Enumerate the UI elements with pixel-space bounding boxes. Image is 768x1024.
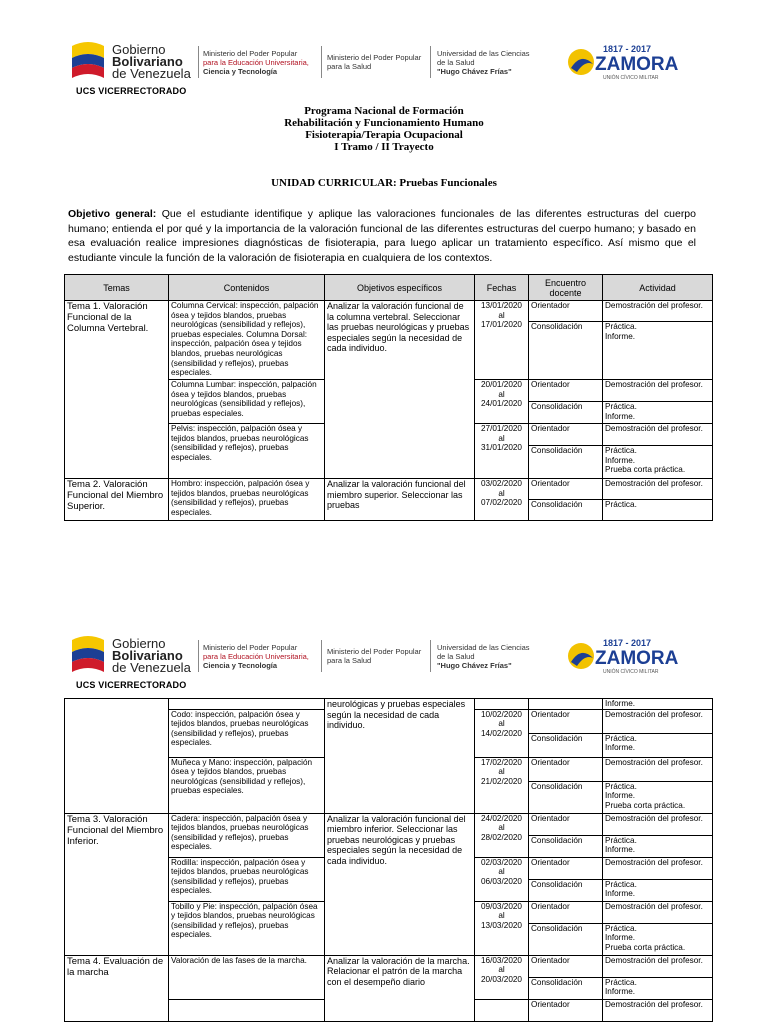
encuentro-cell: Consolidación (529, 879, 603, 901)
table-row (65, 955, 713, 977)
fecha-cell: 24/02/2020 al 28/02/2020 (475, 813, 529, 857)
svg-text:1817 - 2017: 1817 - 2017 (603, 638, 652, 648)
universidad-text: Universidad de las Ciencias de la Salud "Hugo Chávez Frías" (437, 49, 530, 76)
actividad-cell: Práctica. Informe. (603, 402, 713, 424)
gobierno-bolivariano-text: Gobierno Bolivariano de Venezuela (112, 636, 191, 675)
encuentro-cell: Consolidación (529, 500, 603, 521)
encuentro-cell: Orientador (529, 955, 603, 977)
header-temas: Temas (65, 275, 169, 301)
actividad-cell: Práctica. Informe. (603, 879, 713, 901)
encuentro-cell: Consolidación (529, 977, 603, 999)
document-page-2 (0, 600, 768, 1024)
svg-text:UNIÓN CÍVICO MILITAR: UNIÓN CÍVICO MILITAR (603, 669, 659, 675)
encuentro-cell (529, 699, 603, 710)
contenido-cell: Tobillo y Pie: inspección, palpación ósea y tejidos blandos, pruebas neurológicas (sensibilidad y reflejos), pruebas especiales. (169, 901, 325, 955)
actividad-cell: Práctica. Informe. (603, 322, 713, 380)
contenido-cell: Columna Lumbar: inspección, palpación ósea y tejidos blandos, pruebas neurológicas (sensibilidad y reflejos), pruebas especiales. (169, 380, 325, 424)
contenido-cell: Muñeca y Mano: inspección, palpación ósea y tejidos blandos, pruebas neurológicas (sensibilidad y reflejos), pruebas especiales. (169, 757, 325, 813)
encuentro-cell: Orientador (529, 709, 603, 733)
table-row (65, 301, 713, 322)
ministerio-salud-text: Ministerio del Poder Popular para la Salud (327, 53, 422, 71)
venezuela-flag-logo (68, 38, 108, 80)
encuentro-cell: Consolidación (529, 733, 603, 757)
contenido-cell: Codo: inspección, palpación ósea y tejidos blandos, pruebas neurológicas (sensibilidad y reflejos), pruebas especiales. (169, 709, 325, 757)
encuentro-cell: Consolidación (529, 923, 603, 955)
actividad-cell: Demostración del profesor. (603, 813, 713, 835)
header-contenidos: Contenidos (169, 275, 325, 301)
tema-cell: Tema 2. Valoración Funcional del Miembro Superior. (65, 479, 169, 521)
encuentro-cell: Consolidación (529, 402, 603, 424)
zamora-logo (563, 632, 713, 678)
encuentro-cell: Consolidación (529, 781, 603, 813)
fecha-cell: 03/02/2020 al 07/02/2020 (475, 479, 529, 521)
actividad-cell: Práctica. (603, 500, 713, 521)
objetivo-cell: Analizar la valoración de la marcha. Relacionar el patrón de la marcha con el desempeño diario (325, 955, 475, 1021)
encuentro-cell: Orientador (529, 301, 603, 322)
fecha-cell (475, 699, 529, 710)
actividad-cell: Demostración del profesor. (603, 709, 713, 733)
objetivo-cell: Analizar la valoración funcional del miembro superior. Seleccionar las pruebas (325, 479, 475, 521)
encuentro-cell: Consolidación (529, 835, 603, 857)
actividad-cell: Demostración del profesor. (603, 999, 713, 1021)
curriculum-table-page1 (64, 274, 713, 521)
fecha-cell: 02/03/2020 al 06/03/2020 (475, 857, 529, 901)
actividad-cell: Práctica. Informe. Prueba corta práctica. (603, 446, 713, 479)
actividad-cell: Demostración del profesor. (603, 301, 713, 322)
fecha-cell: 20/01/2020 al 24/01/2020 (475, 380, 529, 424)
contenido-cell: Columna Cervical: inspección, palpación ósea y tejidos blandos, pruebas neurológicas (sensibilidad y reflejos), pruebas especiales. Columna Dorsal: inspección, palpación ósea y tejidos blandos, pruebas neurológicas (sensibilidad y reflejos), pruebas especiales. (169, 301, 325, 380)
ucs-vicerrectorado-label: UCS VICERRECTORADO (76, 86, 187, 96)
ministerio-salud-text: Ministerio del Poder Popular para la Salud (327, 647, 422, 665)
tema-cell (65, 699, 169, 814)
contenido-cell: Cadera: inspección, palpación ósea y tejidos blandos, pruebas neurológicas (sensibilidad y reflejos), pruebas especiales. (169, 813, 325, 857)
objetivo-cell: neurológicas y pruebas especiales según la necesidad de cada individuo. (325, 699, 475, 814)
actividad-cell: Demostración del profesor. (603, 955, 713, 977)
institutional-header (68, 38, 708, 84)
actividad-cell: Demostración del profesor. (603, 479, 713, 500)
contenido-cell: Rodilla: inspección, palpación ósea y tejidos blandos, pruebas neurológicas (sensibilidad y reflejos), pruebas especiales. (169, 857, 325, 901)
header-actividad: Actividad (603, 275, 713, 301)
fecha-cell: 17/02/2020 al 21/02/2020 (475, 757, 529, 813)
table-row (65, 813, 713, 835)
objective-text: Que el estudiante identifique y aplique las valoraciones funcionales de las diferentes estructuras del cuerpo humano; entienda el por qué y la importancia de la valoración funcional de las diferentes estructuras del cuerpo humano; y basado en esa evaluación realice impresiones diagnósticas de fisioterapia, para luego aplicar un tratamiento específico. Así mismo que el estudiante vincule la función de la valoración de fisioterapia en cualquiera de los contextos. (68, 208, 696, 264)
tema-cell: Tema 3. Valoración Funcional del Miembro Inferior. (65, 813, 169, 955)
encuentro-cell: Orientador (529, 813, 603, 835)
svg-text:ZAMORA: ZAMORA (595, 648, 679, 669)
encuentro-cell: Orientador (529, 380, 603, 402)
general-objective (68, 207, 696, 265)
svg-text:UNIÓN CÍVICO MILITAR: UNIÓN CÍVICO MILITAR (603, 75, 659, 81)
header-fechas: Fechas (475, 275, 529, 301)
contenido-cell: Valoración de las fases de la marcha. (169, 955, 325, 999)
fecha-cell: 16/03/2020 al 20/03/2020 (475, 955, 529, 999)
actividad-cell: Demostración del profesor. (603, 424, 713, 446)
actividad-cell: Demostración del profesor. (603, 380, 713, 402)
gobierno-bolivariano-text: Gobierno Bolivariano de Venezuela (112, 42, 191, 81)
encuentro-cell: Consolidación (529, 446, 603, 479)
unit-title: UNIDAD CURRICULAR: Pruebas Funcionales (271, 177, 497, 189)
ucs-vicerrectorado-label: UCS VICERRECTORADO (76, 680, 187, 690)
contenido-cell (169, 999, 325, 1021)
tema-cell: Tema 4. Evaluación de la marcha (65, 955, 169, 1021)
encuentro-cell: Orientador (529, 424, 603, 446)
actividad-cell: Informe. (603, 699, 713, 710)
encuentro-cell: Orientador (529, 479, 603, 500)
program-titles: Programa Nacional de Formación Rehabilitación y Funcionamiento Humano Fisioterapia/Terapia Ocupacional I Tramo / II Trayecto (284, 105, 484, 153)
fecha-cell: 09/03/2020 al 13/03/2020 (475, 901, 529, 955)
actividad-cell: Demostración del profesor. (603, 857, 713, 879)
actividad-cell: Demostración del profesor. (603, 757, 713, 781)
encuentro-cell: Orientador (529, 757, 603, 781)
fecha-cell: 10/02/2020 al 14/02/2020 (475, 709, 529, 757)
objetivo-cell: Analizar la valoración funcional de la columna vertebral. Seleccionar las pruebas neurológicas y pruebas especiales según la necesidad de cada individuo. (325, 301, 475, 479)
table-header-row (65, 275, 713, 301)
encuentro-cell: Orientador (529, 999, 603, 1021)
encuentro-cell: Consolidación (529, 322, 603, 380)
ministerio-educacion-text: Ministerio del Poder Popular para la Educación Universitaria, Ciencia y Tecnología (203, 49, 309, 76)
actividad-cell: Demostración del profesor. (603, 901, 713, 923)
zamora-logo (563, 38, 713, 84)
venezuela-flag-logo (68, 632, 108, 674)
svg-text:1817 - 2017: 1817 - 2017 (603, 44, 652, 54)
actividad-cell: Práctica. Informe. (603, 733, 713, 757)
actividad-cell: Práctica. Informe. (603, 977, 713, 999)
header-encuentro: Encuentro docente (529, 275, 603, 301)
objetivo-cell: Analizar la valoración funcional del miembro inferior. Seleccionar las pruebas neurológicas y pruebas especiales según la necesidad de cada individuo. (325, 813, 475, 955)
contenido-cell: Pelvis: inspección, palpación ósea y tejidos blandos, pruebas neurológicas (sensibilidad y reflejos), pruebas especiales. (169, 424, 325, 479)
ministerio-educacion-text: Ministerio del Poder Popular para la Educación Universitaria, Ciencia y Tecnología (203, 643, 309, 670)
tema-cell: Tema 1. Valoración Funcional de la Columna Vertebral. (65, 301, 169, 479)
table-row (65, 479, 713, 500)
fecha-cell (475, 999, 529, 1021)
header-objetivos: Objetivos específicos (325, 275, 475, 301)
page-gap (0, 560, 768, 600)
universidad-text: Universidad de las Ciencias de la Salud "Hugo Chávez Frías" (437, 643, 530, 670)
curriculum-table-page2 (64, 698, 713, 1022)
encuentro-cell: Orientador (529, 857, 603, 879)
actividad-cell: Práctica. Informe. Prueba corta práctica. (603, 923, 713, 955)
encuentro-cell: Orientador (529, 901, 603, 923)
table-row (65, 699, 713, 710)
fecha-cell: 13/01/2020 al 17/01/2020 (475, 301, 529, 380)
fecha-cell: 27/01/2020 al 31/01/2020 (475, 424, 529, 479)
objective-label: Objetivo general: (68, 208, 157, 220)
actividad-cell: Práctica. Informe. (603, 835, 713, 857)
contenido-cell (169, 699, 325, 710)
contenido-cell: Hombro: inspección, palpación ósea y tejidos blandos, pruebas neurológicas (sensibilidad y reflejos), pruebas especiales. (169, 479, 325, 521)
svg-text:ZAMORA: ZAMORA (595, 54, 679, 75)
institutional-header (68, 632, 708, 678)
actividad-cell: Práctica. Informe. Prueba corta práctica. (603, 781, 713, 813)
